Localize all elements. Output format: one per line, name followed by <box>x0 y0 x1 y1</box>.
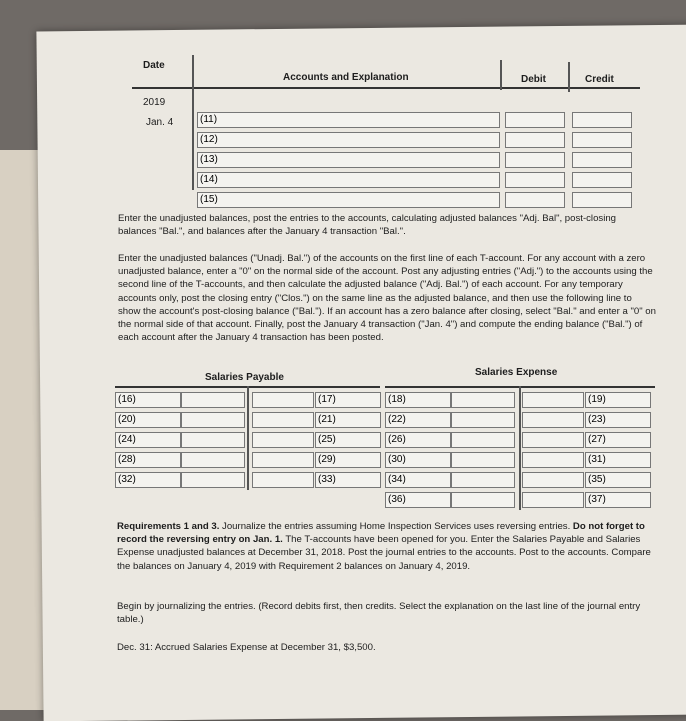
t-account-debit-label-select[interactable]: (32) <box>115 472 181 488</box>
year-label: 2019 <box>143 97 166 108</box>
t-account-debit-amount[interactable] <box>451 392 515 408</box>
t-account-debit-label-select[interactable]: (24) <box>115 432 181 448</box>
account-explanation-field[interactable]: (14) <box>197 172 500 188</box>
t-account-debit-amount[interactable] <box>451 452 515 468</box>
t-account-credit-label-select[interactable]: (35) <box>585 472 651 488</box>
header-date: Date <box>143 60 165 71</box>
t-account-credit-amount[interactable] <box>252 472 314 488</box>
header-debit: Debit <box>521 74 546 85</box>
t-account-debit-amount[interactable] <box>451 472 515 488</box>
t-account-credit-amount[interactable] <box>522 392 584 408</box>
t-account-title: Salaries Expense <box>475 367 558 378</box>
instructions-summary: Enter the unadjusted balances, post the entries to the accounts, calculating adjusted balances "Adj. Bal", post-closing balances "Bal.", and balances after the January 4 transaction "Bal.". <box>118 213 616 238</box>
column-divider <box>568 62 570 92</box>
t-account-debit-amount[interactable] <box>181 392 245 408</box>
t-account-credit-label-select[interactable]: (37) <box>585 492 651 508</box>
debit-field[interactable] <box>505 152 565 168</box>
req-text2: The T-accounts have been opened for you. Enter the Salaries Payable and Salaries Expense unadjusted balances at December 31, 2018. Post the journal entries to the accounts. Post to the accounts. Compare the balances on January 4, 2019 with Requirement 2 balances on January 4, 2019. <box>117 534 651 572</box>
dec31-transaction: Dec. 31: Accrued Salaries Expense at December 31, $3,500. <box>117 642 376 653</box>
t-account-debit-label-select[interactable]: (36) <box>385 492 451 508</box>
t-account-debit-label-select[interactable]: (26) <box>385 432 451 448</box>
req-bold2: Do not forget to record the reversing entry on Jan. 1. <box>117 521 645 546</box>
t-account-debit-amount[interactable] <box>451 492 515 508</box>
t-account-debit-amount[interactable] <box>451 412 515 428</box>
debit-field[interactable] <box>505 172 565 188</box>
t-account-credit-label-select[interactable]: (17) <box>315 392 381 408</box>
credit-field[interactable] <box>572 132 632 148</box>
t-account-credit-amount[interactable] <box>252 412 314 428</box>
t-account-credit-amount[interactable] <box>522 472 584 488</box>
t-account-debit-label-select[interactable]: (22) <box>385 412 451 428</box>
t-account-debit-label-select[interactable]: (28) <box>115 452 181 468</box>
t-account-credit-amount[interactable] <box>522 452 584 468</box>
header-credit: Credit <box>585 74 614 85</box>
date-label: Jan. 4 <box>146 117 174 128</box>
t-account-debit-label-select[interactable]: (20) <box>115 412 181 428</box>
account-explanation-field[interactable]: (13) <box>197 152 500 168</box>
t-account-debit-amount[interactable] <box>451 432 515 448</box>
column-divider <box>500 60 502 90</box>
debit-field[interactable] <box>505 192 565 208</box>
t-account-credit-label-select[interactable]: (33) <box>315 472 381 488</box>
t-account-debit-label-select[interactable]: (34) <box>385 472 451 488</box>
credit-field[interactable] <box>572 112 632 128</box>
t-account-debit-amount[interactable] <box>181 432 245 448</box>
column-divider <box>192 55 194 190</box>
t-account-debit-label-select[interactable]: (18) <box>385 392 451 408</box>
credit-field[interactable] <box>572 192 632 208</box>
t-account-credit-label-select[interactable]: (23) <box>585 412 651 428</box>
t-account-debit-label-select[interactable]: (16) <box>115 392 181 408</box>
req-lead: Requirements 1 and 3. <box>117 521 220 532</box>
t-account-credit-amount[interactable] <box>522 492 584 508</box>
t-account-center-line <box>247 386 249 490</box>
t-account-credit-amount[interactable] <box>252 392 314 408</box>
t-account-center-line <box>519 386 521 510</box>
t-account-credit-label-select[interactable]: (31) <box>585 452 651 468</box>
t-account-title: Salaries Payable <box>205 372 284 383</box>
instructions-detail: Enter the unadjusted balances ("Unadj. Bal.") of the accounts on the first line of each T-account. For any account with a zero unadjusted balance, enter a "0" on the normal side of the account. Post any adjusting entries ("Adj.") to the accounts using the second line of the T-accounts, and then calculate the adjusted balance ("Adj. Bal.") of each account. For any temporary accounts only, post the closing entry ("Clos.") on the same line as the adjusted balance, and then use the following line to show the account's post-closing balance ("Bal."). If an account has a zero balance after closing, select "Bal." and enter a "0" on the normal side of that account. Finally, post the January 4 transaction ("Jan. 4") and compute the ending balance ("Bal.") of each account after the January 4 transaction has been posted. <box>118 253 656 344</box>
t-account-debit-amount[interactable] <box>181 472 245 488</box>
t-account-debit-amount[interactable] <box>181 452 245 468</box>
t-account-credit-label-select[interactable]: (19) <box>585 392 651 408</box>
t-account-credit-label-select[interactable]: (21) <box>315 412 381 428</box>
header-rule <box>132 87 640 89</box>
account-explanation-field[interactable]: (15) <box>197 192 500 208</box>
credit-field[interactable] <box>572 172 632 188</box>
t-account-credit-amount[interactable] <box>522 412 584 428</box>
account-explanation-field[interactable]: (11) <box>197 112 500 128</box>
t-account-credit-label-select[interactable]: (29) <box>315 452 381 468</box>
t-account-credit-amount[interactable] <box>252 452 314 468</box>
t-account-credit-label-select[interactable]: (27) <box>585 432 651 448</box>
req-text1: Journalize the entries assuming Home Inspection Services uses reversing entries. <box>219 521 573 532</box>
t-account-debit-amount[interactable] <box>181 412 245 428</box>
credit-field[interactable] <box>572 152 632 168</box>
t-account-credit-label-select[interactable]: (25) <box>315 432 381 448</box>
begin-text: Begin by journalizing the entries. (Record debits first, then credits. Select the explanation on the last line of the journal entry table.) <box>117 601 641 626</box>
t-account-credit-amount[interactable] <box>252 432 314 448</box>
header-accounts: Accounts and Explanation <box>283 72 409 83</box>
t-account-credit-amount[interactable] <box>522 432 584 448</box>
t-account-debit-label-select[interactable]: (30) <box>385 452 451 468</box>
account-explanation-field[interactable]: (12) <box>197 132 500 148</box>
requirements-text <box>117 520 659 573</box>
debit-field[interactable] <box>505 132 565 148</box>
debit-field[interactable] <box>505 112 565 128</box>
